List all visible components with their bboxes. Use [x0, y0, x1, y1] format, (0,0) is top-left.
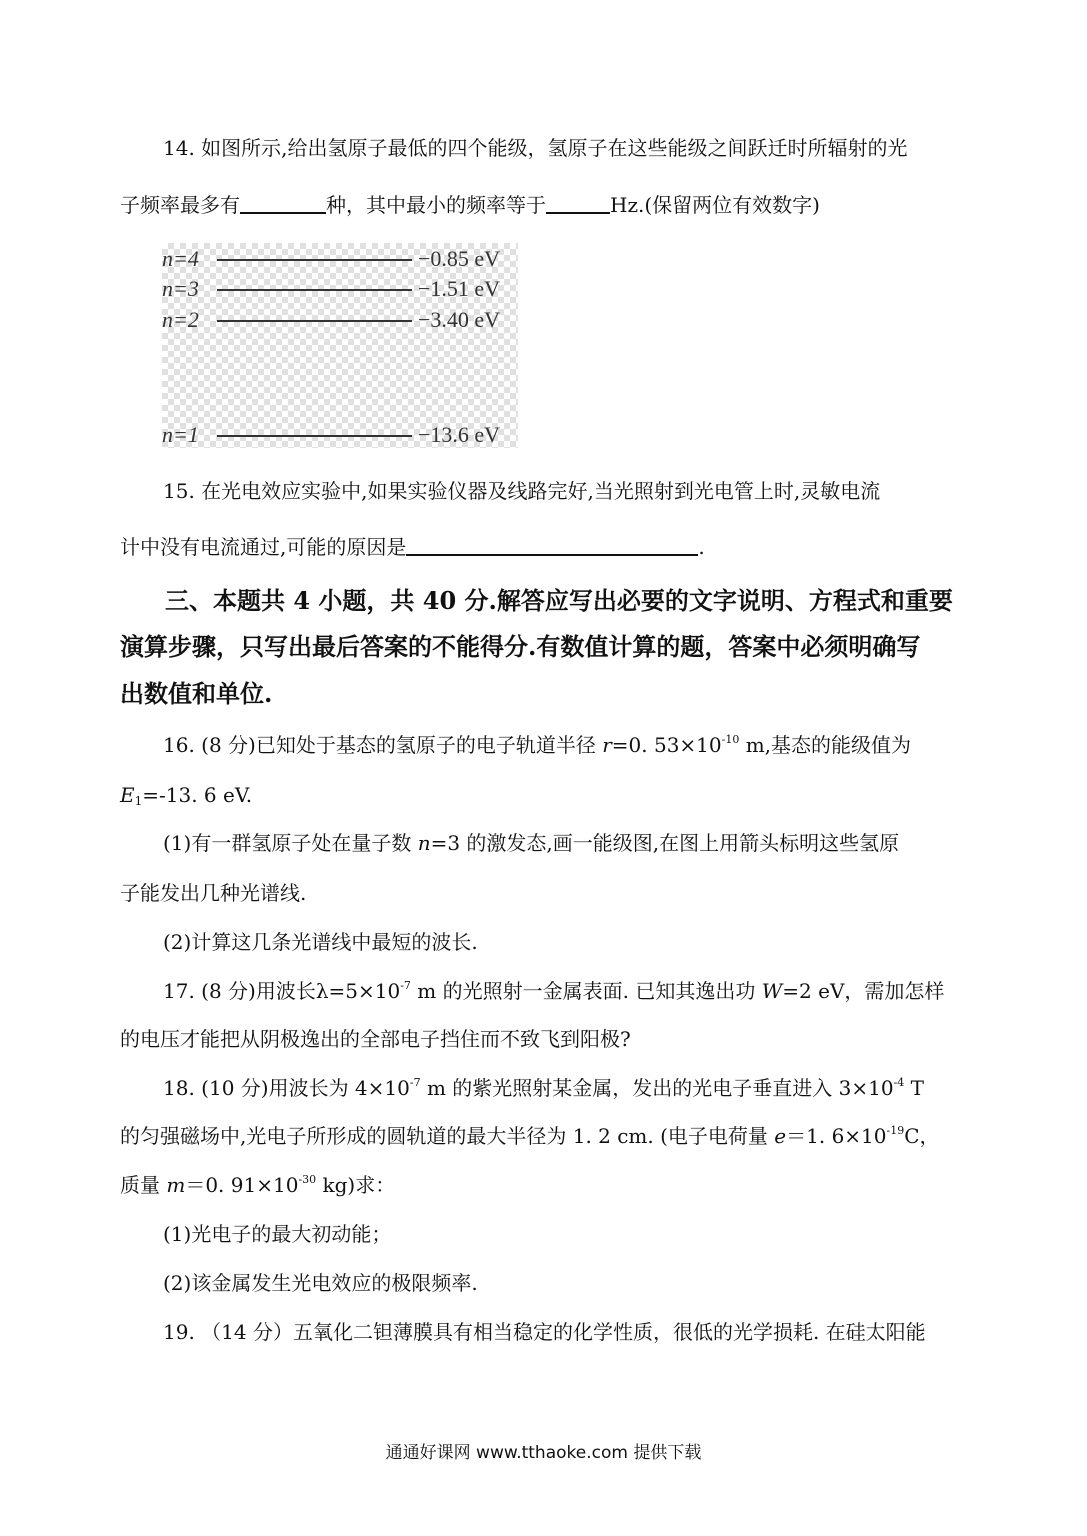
level-energy: −13.6 eV — [418, 422, 501, 447]
q19-line1: 19. （14 分）五氧化二钽薄膜具有相当稳定的化学性质，很低的光学损耗. 在硅太阳能 — [163, 1320, 926, 1344]
q15-blank-reason[interactable] — [406, 534, 698, 556]
q18-text-3: 质量 — [120, 1173, 167, 1197]
q16-line1 — [163, 731, 1013, 759]
q16-part1-line2: 子能发出几种光谱线. — [120, 881, 307, 905]
section3-line3: 出数值和单位. — [120, 679, 273, 708]
q17-text-end: =2 eV，需加怎样 — [782, 979, 945, 1003]
q18-exponent-1: -7 — [409, 1076, 421, 1089]
q16-exponent: -10 — [721, 733, 740, 746]
level-line — [217, 289, 412, 291]
level-energy: −1.51 eV — [418, 276, 501, 301]
q16-part1-line1 — [163, 829, 1013, 857]
q14-line2 — [120, 191, 970, 219]
q18-exponent-3: -19 — [886, 1124, 905, 1137]
q14-blank-frequency[interactable] — [546, 192, 610, 214]
q14-blank-count[interactable] — [240, 192, 326, 214]
level-energy: −0.85 eV — [418, 246, 501, 271]
q14-text-b: 种，其中最小的频率等于 — [326, 193, 546, 217]
page-footer: 通通好课网 www.tthaoke.com 提供下载 — [385, 1443, 702, 1463]
q18-var-e: e — [774, 1124, 787, 1148]
energy-level-3 — [162, 276, 518, 300]
level-line — [217, 259, 412, 261]
q16-text: 16. (8 分)已知处于基态的氢原子的电子轨道半径 — [163, 733, 603, 757]
energy-level-2 — [162, 307, 518, 331]
q16-part1-text-end: =3 的激发态,画一能级图,在图上用箭头标明这些氢原 — [430, 831, 900, 855]
q18-charge-value: ＝1. 6×10 — [786, 1124, 887, 1148]
q18-text-3-end: kg)求： — [316, 1173, 396, 1197]
energy-level-1 — [162, 422, 518, 446]
q16-value: =0. 53×10 — [611, 733, 722, 757]
q18-line3 — [120, 1171, 970, 1199]
q17-text-mid: m 的光照射一金属表面. 已知其逸出功 — [410, 979, 762, 1003]
energy-level-4 — [162, 246, 518, 270]
q17-text: 17. (8 分)用波长λ=5×10 — [163, 979, 401, 1003]
level-label: n=2 — [162, 307, 199, 332]
level-label: n=4 — [162, 246, 199, 271]
section3-line1: 三、本题共 4 小题，共 40 分.解答应写出必要的文字说明、方程式和重要 — [165, 586, 953, 615]
q17-line1 — [163, 977, 1013, 1005]
q15-text-b: . — [698, 535, 705, 559]
q16-part2: (2)计算这几条光谱线中最短的波长. — [163, 930, 478, 954]
q14-text-a: 子频率最多有 — [120, 193, 240, 217]
q18-exponent-4: -30 — [298, 1173, 317, 1186]
q18-exponent-2: -4 — [893, 1076, 905, 1089]
q18-line2 — [120, 1122, 970, 1150]
q18-mass-value: ＝0. 91×10 — [185, 1173, 299, 1197]
level-line — [217, 435, 412, 437]
level-label: n=1 — [162, 422, 199, 447]
q15-text-a: 计中没有电流通过,可能的原因是 — [120, 535, 407, 559]
q16-var-n: n — [417, 831, 431, 855]
level-line — [217, 320, 412, 322]
q14-text-c: Hz.(保留两位有效数字) — [610, 193, 820, 217]
q18-part2: (2)该金属发生光电效应的极限频率. — [163, 1271, 478, 1295]
q15-line2 — [120, 533, 970, 561]
q18-part1: (1)光电子的最大初动能； — [163, 1222, 392, 1246]
q18-line1 — [163, 1074, 1013, 1102]
q16-var-r: r — [602, 733, 612, 757]
q18-text-2-end: C， — [904, 1124, 940, 1148]
q14-line1: 14. 如图所示,给出氢原子最低的四个能级，氢原子在这些能级之间跃迁时所辐射的光 — [163, 136, 908, 160]
q16-subscript: 1 — [134, 794, 143, 808]
level-label: n=3 — [162, 276, 199, 301]
q17-line2: 的电压才能把从阴极逸出的全部电子挡住而不致飞到阳极? — [120, 1027, 631, 1051]
q17-var-W: W — [761, 979, 783, 1003]
q18-text: 18. (10 分)用波长为 4×10 — [163, 1076, 410, 1100]
q18-text-end: T — [904, 1076, 924, 1100]
q16-energy-value: =-13. 6 eV. — [142, 783, 253, 807]
q16-var-E: E — [120, 783, 135, 807]
q18-text-2: 的匀强磁场中,光电子所形成的圆轨道的最大半径为 1. 2 cm. (电子电荷量 — [120, 1124, 775, 1148]
energy-level-diagram — [162, 243, 518, 448]
q17-exponent: -7 — [400, 979, 411, 992]
q18-text-mid: m 的紫光照射某金属，发出的光电子垂直进入 3×10 — [420, 1076, 894, 1100]
section3-line2: 演算步骤，只写出最后答案的不能得分.有数值计算的题，答案中必须明确写 — [120, 632, 921, 661]
q15-line1: 15. 在光电效应实验中,如果实验仪器及线路完好,当光照射到光电管上时,灵敏电流 — [163, 479, 881, 503]
q16-line2 — [120, 781, 970, 809]
q18-var-m: m — [166, 1173, 186, 1197]
q16-part1-text: (1)有一群氢原子处在量子数 — [163, 831, 418, 855]
q16-text-end: m,基态的能级值为 — [739, 733, 912, 757]
level-energy: −3.40 eV — [418, 307, 501, 332]
